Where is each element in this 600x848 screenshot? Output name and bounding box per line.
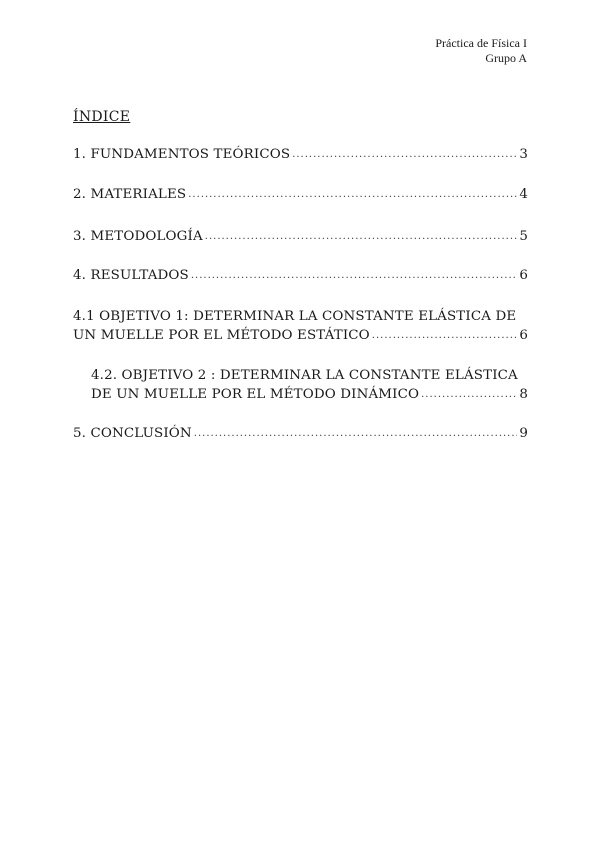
dot-leader <box>191 270 517 285</box>
dot-leader <box>421 389 517 404</box>
dot-leader <box>292 149 517 164</box>
toc-entry-page: 3 <box>519 147 528 162</box>
dot-leader <box>194 428 518 443</box>
toc-entry-label-line1: 4.2. OBJETIVO 2 : DETERMINAR LA CONSTANTE ELÁSTICA <box>91 368 518 383</box>
toc-entry-metodologia[interactable] <box>73 227 528 246</box>
toc-entry-conclusion[interactable] <box>73 424 528 443</box>
page-header <box>435 36 527 66</box>
header-group: Grupo A <box>485 51 527 65</box>
toc-entry-materiales[interactable] <box>73 185 528 204</box>
toc-entry-label-line2: UN MUELLE POR EL MÉTODO ESTÁTICO <box>73 328 370 343</box>
toc-entry-page: 8 <box>519 387 528 402</box>
toc-entry-label-line1: 4.1 OBJETIVO 1: DETERMINAR LA CONSTANTE ELÁSTICA DE <box>73 309 517 324</box>
toc-entry-resultados[interactable] <box>73 266 528 285</box>
toc-entry-label: 3. METODOLOGÍA <box>73 229 203 244</box>
toc-entry-objetivo-1[interactable] <box>73 307 528 345</box>
toc-entry-page: 6 <box>519 268 528 283</box>
toc-entry-page: 4 <box>519 187 528 202</box>
toc-entry-label: 1. FUNDAMENTOS TEÓRICOS <box>73 147 291 162</box>
dot-leader <box>205 231 518 246</box>
dot-leader <box>188 189 517 204</box>
header-course: Práctica de Física I <box>435 36 527 50</box>
toc-entry-label: 2. MATERIALES <box>73 187 187 202</box>
toc-entry-label: 4. RESULTADOS <box>73 268 189 283</box>
toc-entry-page: 9 <box>519 426 528 441</box>
toc-entry-page: 6 <box>519 328 528 343</box>
toc-entry-page: 5 <box>519 229 528 244</box>
toc-title: ÍNDICE <box>73 109 131 125</box>
toc-entry-objetivo-2[interactable] <box>91 366 528 404</box>
toc-entry-fundamentos[interactable] <box>73 145 528 164</box>
dot-leader <box>372 330 518 345</box>
toc-entry-label: 5. CONCLUSIÓN <box>73 426 192 441</box>
toc-entry-label-line2: DE UN MUELLE POR EL MÉTODO DINÁMICO <box>91 387 420 402</box>
